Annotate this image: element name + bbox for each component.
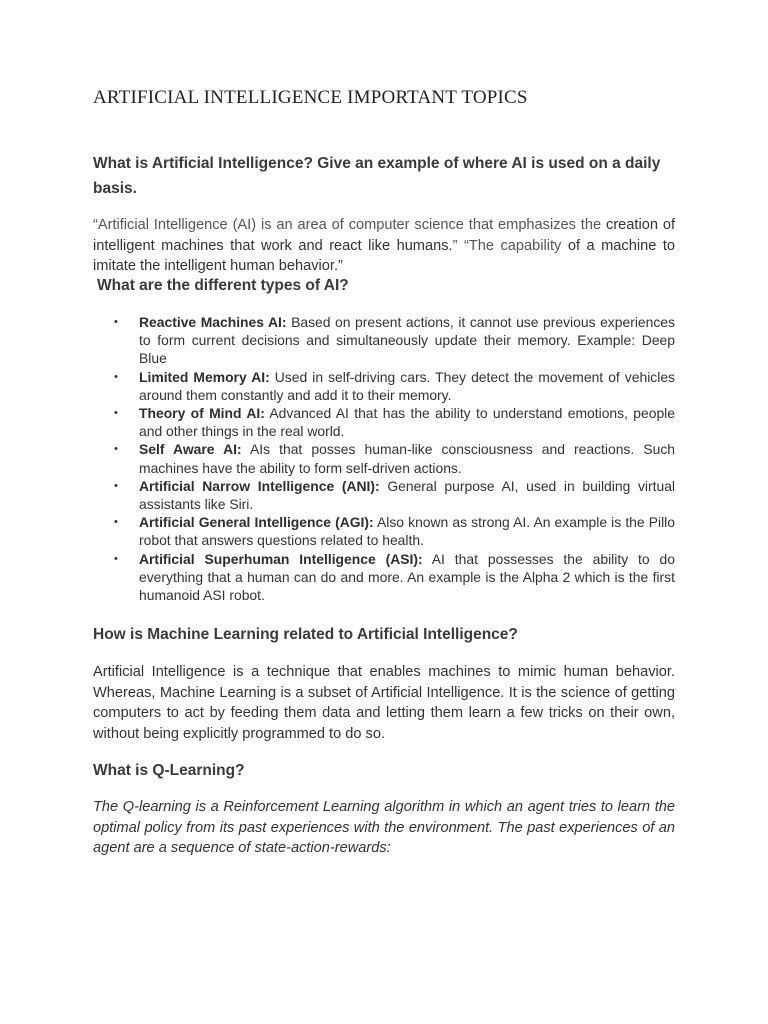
bullet: • [114, 516, 118, 529]
list-item-text: AIs that posses human-like consciousness and reactions. Such machines have the ability to form self-driven actions. [139, 441, 676, 476]
answer-part-1: “Artificial Intelligence (AI) is an area of computer science that emphasizes the [93, 217, 602, 233]
question-heading-q-learning: What is Q-Learning? [93, 762, 245, 779]
list-item-term: Artificial General Intelligence (AGI): [139, 514, 374, 531]
list-item [93, 477, 675, 513]
types-of-ai-list [93, 313, 675, 604]
bullet: • [114, 479, 118, 492]
list-item-term: Theory of Mind AI: [139, 405, 265, 422]
answer-ml-vs-ai: Artificial Intelligence is a technique that enables machines to mimic human behavior. Whereas, Machine Learning is a subset of Artificial Intelligence. It is the science of getting computers to act by feeding them data and letting them learn a few tricks on their own, without being explicitly programmed to do so. [93, 664, 675, 742]
bullet: • [114, 443, 118, 456]
answer-q-learning: The Q-learning is a Reinforcement Learning algorithm in which an agent tries to learn the optimal policy from its past experiences with the environment. The past experiences of an agent are a sequence of state-action-rewards: [93, 799, 675, 856]
answer-part-3: ” “The capability [452, 237, 562, 254]
question-heading-types-of-ai: What are the different types of AI? [97, 277, 349, 294]
list-item [93, 368, 675, 404]
list-item [93, 404, 675, 440]
document-title: ARTIFICIAL INTELLIGENCE IMPORTANT TOPICS [93, 87, 528, 108]
answer-part-2: creation of intelligent machines that work and react like humans. [93, 217, 676, 254]
list-item [93, 513, 675, 549]
list-item [93, 440, 675, 476]
bullet: • [114, 407, 118, 420]
list-item-term: Self Aware AI: [139, 441, 242, 458]
list-item [93, 550, 675, 605]
list-item-term: Reactive Machines AI: [139, 314, 287, 330]
list-item [93, 313, 675, 368]
list-item-text: Used in self-driving cars. They detect the movement of vehicles around them constantly and add it to their memory. [139, 368, 675, 403]
list-item-text: Advanced AI that has the ability to understand emotions, people and other things in the real world. [139, 405, 675, 440]
answer-part-4: of a machine to imitate the intelligent human behavior.” [93, 237, 675, 274]
list-item-term: Artificial Narrow Intelligence (ANI): [139, 477, 380, 494]
question-heading-ml-vs-ai: How is Machine Learning related to Artificial Intelligence? [93, 626, 518, 643]
answer-what-is-ai [93, 215, 675, 277]
list-item-text: Also known as strong AI. An example is the Pillo robot that answers questions related to health. [139, 514, 675, 549]
list-item-term: Artificial Superhuman Intelligence (ASI): [139, 550, 423, 567]
question-heading-what-is-ai: What is Artificial Intelligence? Give an example of where AI is used on a daily basis. [93, 155, 661, 197]
bullet: • [114, 552, 118, 565]
list-item-text: Based on present actions, it cannot use previous experiences to form current decisions and simultaneously update their memory. Example: Deep Blue [139, 314, 675, 367]
bullet: • [114, 370, 118, 383]
list-item-text: AI that possesses the ability to do everything that a human can do and more. An example is the Alpha 2 which is the first humanoid ASI robot. [139, 550, 675, 604]
list-item-term: Limited Memory AI: [139, 368, 270, 385]
list-item-text: General purpose AI, used in building virtual assistants like Siri. [139, 477, 676, 513]
bullet: • [114, 316, 118, 328]
